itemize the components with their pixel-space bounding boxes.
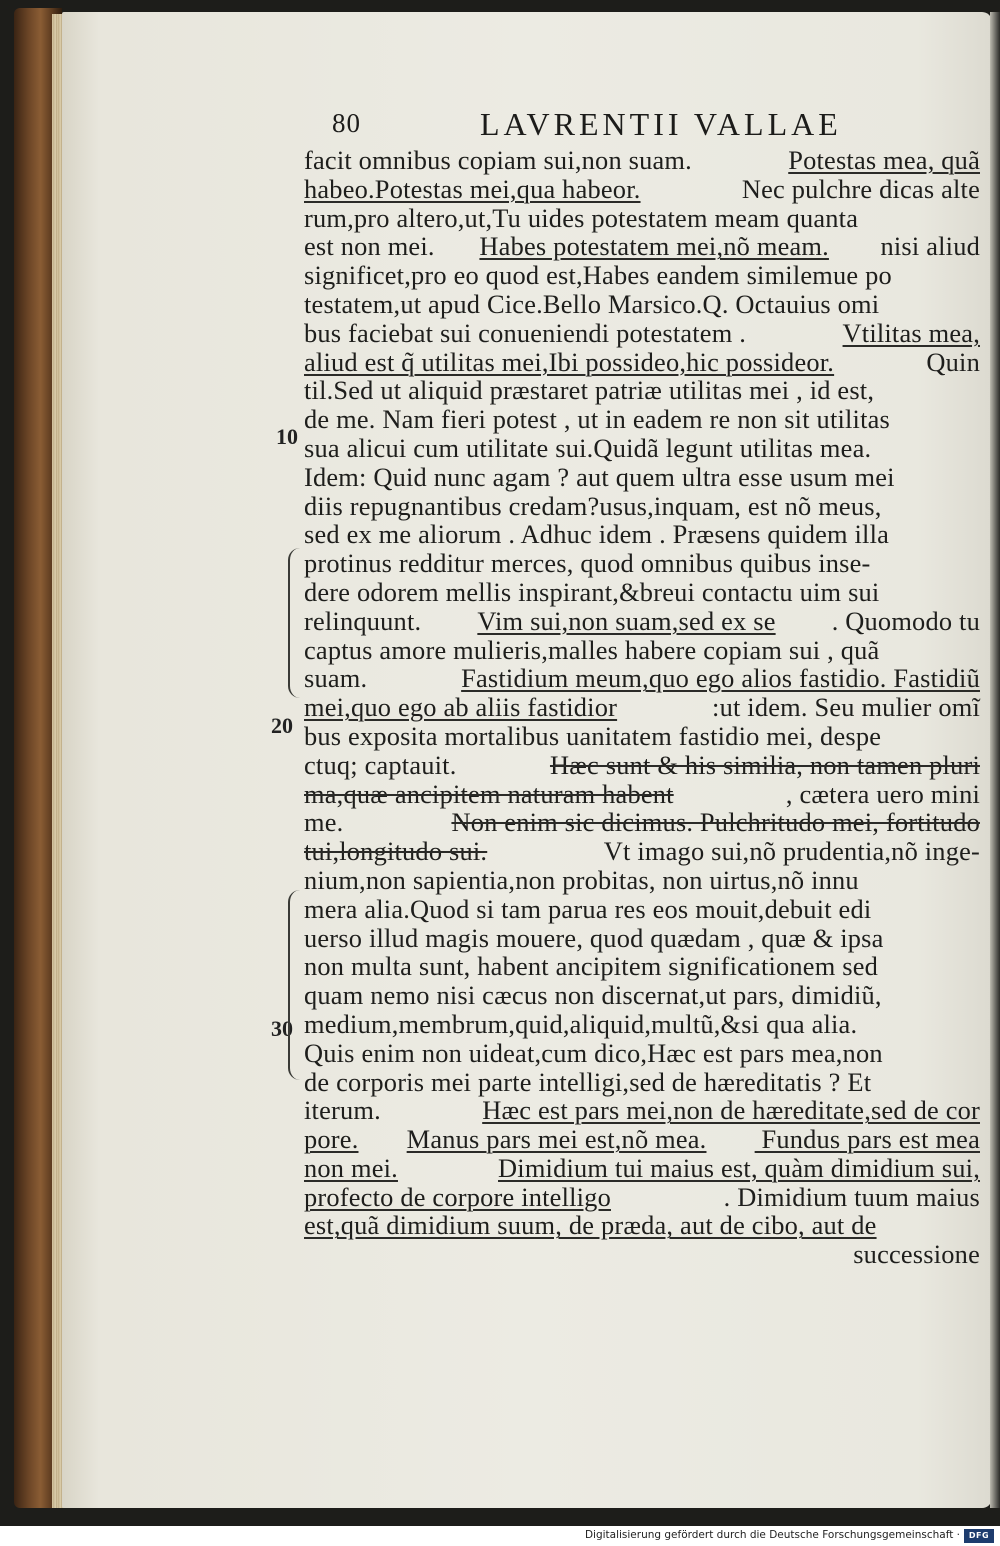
text-line: [304, 1240, 980, 1269]
text-line: [304, 175, 980, 204]
funding-credit: Digitalisierung gefördert durch die Deutsche Forschungsgemeinschaft ·: [584, 1529, 960, 1541]
text-segment: ctuq; captauit.: [304, 749, 457, 780]
text-line: [304, 1154, 980, 1183]
struck-text: Non enim sic dicimus. Pulchritudo mei, fortitudo: [451, 807, 980, 838]
underlined-text: profecto de corpore intelligo: [304, 1181, 611, 1212]
text-line: [304, 981, 980, 1010]
text-line: [304, 1010, 980, 1039]
underlined-text: non mei.: [304, 1152, 398, 1183]
text-line: [304, 1211, 980, 1240]
text-segment: , cætera uero mini: [785, 778, 980, 809]
text-segment: significet,pro eo quod est,Habes eandem similemue po: [304, 260, 892, 291]
text-line: [304, 1125, 980, 1154]
text-line: [304, 261, 980, 290]
text-segment: Vt imago sui,nõ prudentia,nõ inge-: [597, 836, 980, 867]
text-segment: me.: [304, 807, 344, 838]
text-line: [304, 578, 980, 607]
text-line: [304, 434, 980, 463]
dfg-logo: DFG: [964, 1529, 994, 1543]
text-line: [304, 636, 980, 665]
text-line: [304, 405, 980, 434]
text-line: [304, 722, 980, 751]
underlined-text: Habes potestatem mei,nõ meam.: [479, 231, 829, 262]
text-segment: successione: [853, 1239, 980, 1270]
text-line: [304, 693, 980, 722]
text-line: [304, 808, 980, 837]
text-segment: de me. Nam fieri potest , ut in eadem re non sit utilitas: [304, 404, 890, 435]
text-line: [304, 348, 980, 377]
text-segment: Quis enim non uideat,cum dico,Hæc est pars mea,non: [304, 1037, 883, 1068]
text-line: [304, 492, 980, 521]
underlined-text: Fundus pars est mea: [754, 1124, 980, 1155]
text-line: [304, 607, 980, 636]
text-line: [304, 952, 980, 981]
text-line: [304, 780, 980, 809]
text-segment: protinus redditur merces, quod omnibus quibus inse-: [304, 548, 871, 579]
text-segment: . Quomodo tu: [824, 605, 980, 636]
text-line: [304, 463, 980, 492]
line-number-30: 30: [271, 1016, 293, 1041]
footer: [0, 1526, 1000, 1546]
line-number-10: 10: [276, 424, 298, 449]
text-segment: Nec pulchre dicas alte: [741, 173, 980, 204]
text-segment: facit omnibus copiam sui,non suam.: [304, 145, 692, 175]
text-segment: mera alia.Quod si tam parua res eos mouit,debuit edi: [304, 893, 872, 924]
text-line: [304, 895, 980, 924]
text-segment: dere odorem mellis inspirant,&breui contactu uim sui: [304, 576, 880, 607]
text-line: [304, 1068, 980, 1097]
underlined-text: aliud est q̃ utilitas mei,Ibi possideo,hic possideor.: [304, 346, 835, 377]
underlined-text: Dimidium tui maius est, quàm dimidium sui,: [498, 1152, 980, 1183]
underlined-text: est,quã dimidium suum, de præda, aut de cibo, aut de: [304, 1210, 877, 1241]
struck-text: tui,longitudo sui.: [304, 836, 488, 867]
underlined-text: Hæc est pars mei,non de hæreditate,sed de cor: [482, 1095, 980, 1126]
text-segment: quam nemo nisi cæcus non discernat,ut pars, dimidiũ,: [304, 980, 882, 1011]
page-shadow: [990, 12, 1000, 1508]
text-segment: est non mei.: [304, 231, 435, 262]
struck-text: Hæc sunt & his similia, non tamen pluri: [549, 749, 980, 780]
text-segment: captus amore mulieris,malles habere copiam sui , quã: [304, 634, 880, 665]
text-segment: . Dimidium tuum maius: [716, 1181, 980, 1212]
text-segment: testatem,ut apud Cice.Bello Marsico.Q. Octauius omi: [304, 288, 880, 319]
text-line: [304, 146, 980, 175]
text-segment: nisi aliud: [873, 231, 980, 262]
text-line: [304, 549, 980, 578]
text-line: [304, 924, 980, 953]
text-segment: sed ex me aliorum . Adhuc idem . Præsens quidem illa: [304, 519, 890, 550]
text-line: [304, 866, 980, 895]
struck-text: ma,quæ ancipitem naturam habent: [304, 778, 674, 809]
underlined-text: pore.: [304, 1124, 359, 1155]
line-number-20: 20: [271, 713, 293, 738]
text-segment: iterum.: [304, 1095, 381, 1126]
underlined-text: Potestas mea, quã: [788, 145, 980, 175]
text-segment: suam.: [304, 663, 368, 694]
underlined-text: Fastidium meum,quo ego alios fastidio. Fastidiũ: [461, 663, 980, 694]
text-segment: non multa sunt, habent ancipitem significationem sed: [304, 951, 879, 982]
text-line: [304, 204, 980, 233]
text-line: [304, 290, 980, 319]
text-line: [304, 319, 980, 348]
text-segment: relinquunt.: [304, 605, 429, 636]
underlined-text: Vtilitas mea,: [842, 317, 980, 348]
text-segment: Quin: [926, 346, 980, 377]
underlined-text: mei,quo ego ab aliis fastidior: [304, 692, 618, 723]
text-segment: sua alicui cum utilitate sui.Quidã legunt utilitas mea.: [304, 432, 872, 463]
text-line: [304, 751, 980, 780]
text-segment: :ut idem. Seu mulier omĩ: [712, 692, 980, 723]
text-line: [304, 520, 980, 549]
text-line: [304, 1039, 980, 1068]
text-segment: til.Sed ut aliquid præstaret patriæ utilitas mei , id est,: [304, 375, 875, 406]
text-line: [304, 232, 980, 261]
text-segment: bus exposita mortalibus uanitatem fastidio mei, despe: [304, 720, 882, 751]
underlined-text: Manus pars mei est,nõ mea.: [406, 1124, 707, 1155]
text-segment: diis repugnantibus credam?usus,inquam, est nõ meus,: [304, 490, 882, 521]
underlined-text: habeo.Potestas mei,qua habeor.: [304, 173, 641, 204]
text-line: [304, 837, 980, 866]
text-line: [304, 376, 980, 405]
text-segment: de corporis mei parte intelligi,sed de hæreditatis ? Et: [304, 1066, 872, 1097]
text-segment: nium,non sapientia,non probitas, non uirtus,nõ innu: [304, 864, 859, 895]
page-number: 80: [332, 108, 361, 138]
running-head: LAVRENTII VALLAE: [480, 106, 842, 142]
text-segment: uerso illud magis mouere, quod quædam , quæ & ipsa: [304, 922, 884, 953]
underlined-text: Vim sui,non suam,sed ex se: [477, 605, 776, 636]
text-line: [304, 1096, 980, 1125]
text-segment: bus faciebat sui conueniendi potestatem .: [304, 317, 753, 348]
page-header: [330, 106, 860, 146]
text-segment: medium,membrum,quid,aliquid,multũ,&si qua alia.: [304, 1008, 858, 1039]
text-segment: rum,pro altero,ut,Tu uides potestatem meam quanta: [304, 202, 859, 233]
main-text: [304, 146, 980, 1269]
text-line: [304, 664, 980, 693]
text-segment: Idem: Quid nunc agam ? aut quem ultra esse usum mei: [304, 461, 895, 492]
text-line: [304, 1183, 980, 1212]
